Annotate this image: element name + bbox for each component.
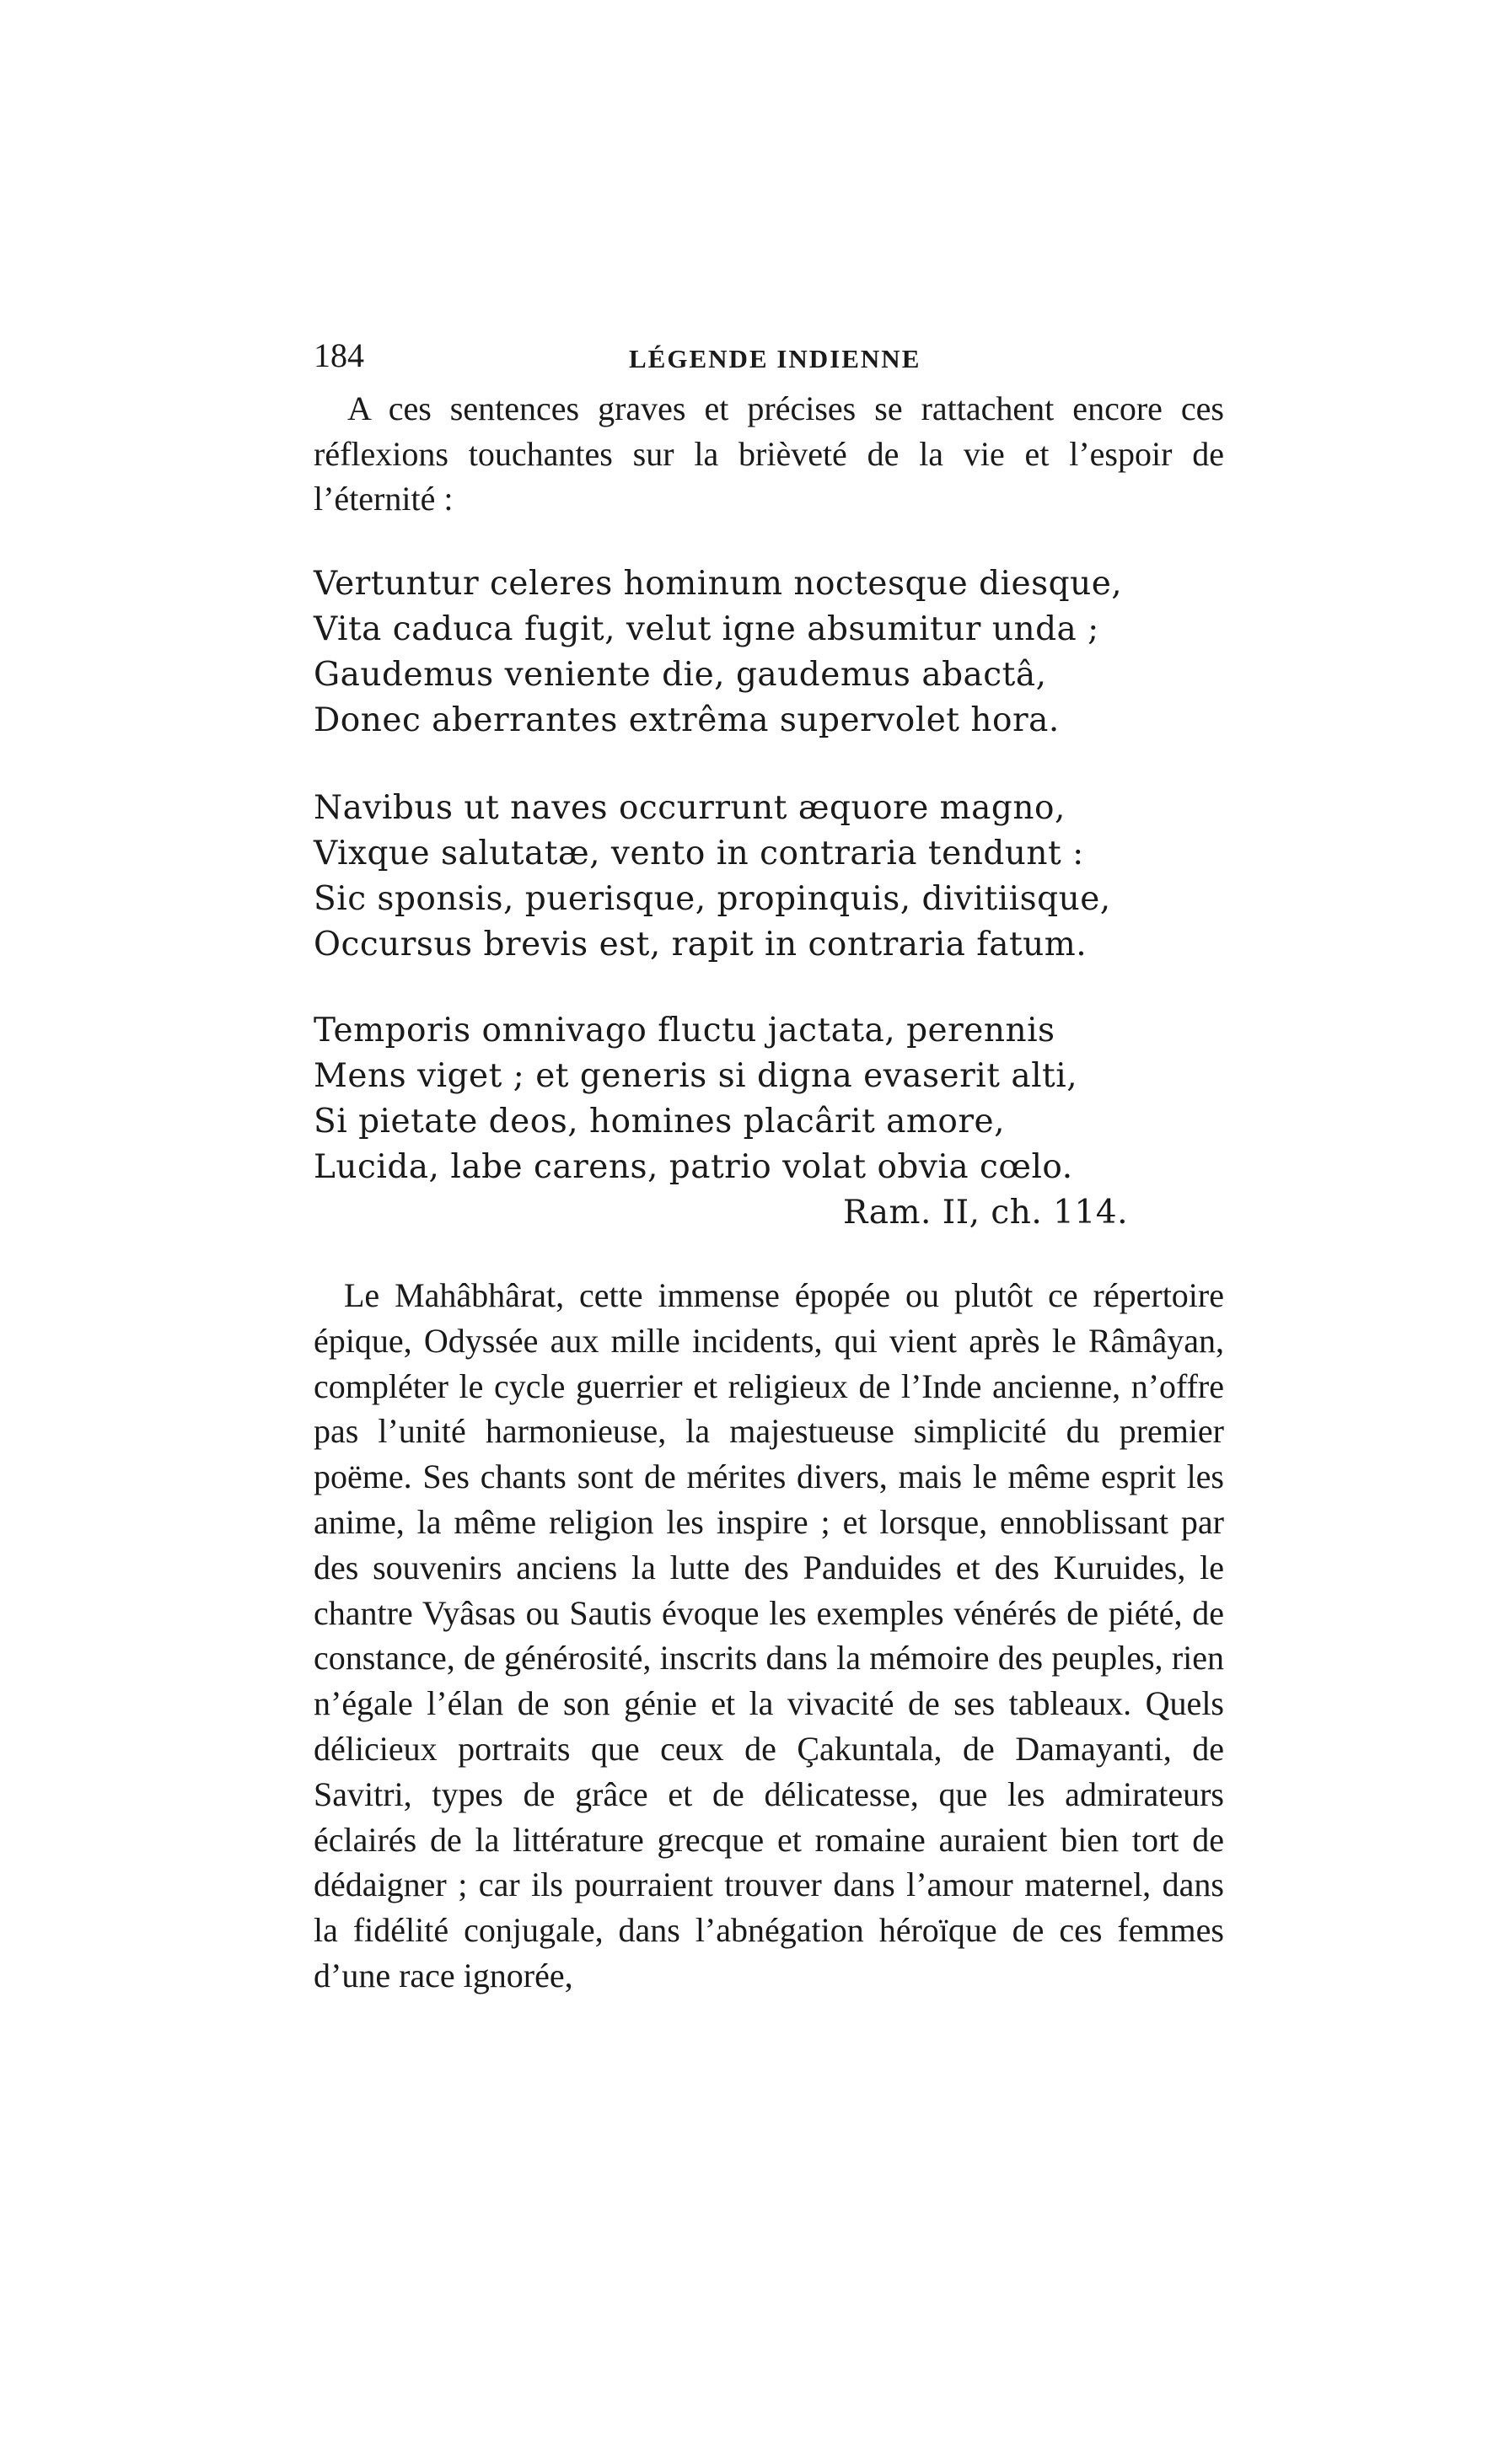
poem-citation: Ram. II, ch. 114. [843, 1194, 1128, 1232]
poem-stanza [314, 561, 1224, 743]
verse-line: Donec aberrantes extrêma supervolet hora. [314, 701, 1060, 739]
poem-stanza [314, 1008, 1224, 1190]
verse-line: Vita caduca fugit, velut igne absumitur unda ; [314, 610, 1099, 648]
intro-paragraph [314, 386, 1224, 522]
verse-line: Mens viget ; et generis si digna evaserit alti, [314, 1057, 1078, 1095]
intro-paragraph-text: A ces sentences graves et précises se rattachent encore ces réflexions touchantes sur la brièveté de la vie et l’espoir de l’éternité : [314, 389, 1224, 518]
verse-line: Si pietate deos, homines placârit amore, [314, 1103, 1005, 1141]
verse-line: Vertuntur celeres hominum noctesque diesque, [314, 565, 1123, 603]
verse-line: Gaudemus veniente die, gaudemus abactâ, [314, 656, 1047, 694]
page-number: 184 [314, 336, 364, 374]
verse-line: Occursus brevis est, rapit in contraria fatum. [314, 926, 1088, 964]
main-paragraph-text: Le Mahâbhârat, cette immense épopée ou plutôt ce répertoire épique, Odyssée aux mille incidents, qui vient après le Râmâyan, compléter le cycle guerrier et religieux de l’Inde ancienne, n’offre pas l’unité harmonieuse, la majestueuse simplicité du premier poëme. Ses chants sont de mérites divers, mais le même esprit les anime, la même religion les inspire ; et lorsque, ennoblissant par des souvenirs anciens la lutte des Panduides et des Kuruides, le chantre Vyâsas ou Sautis évoque les exemples vénérés de piété, de constance, de générosité, inscrits dans la mémoire des peuples, rien n’égale l’élan de son génie et la vivacité de ses tableaux. Quels délicieux portraits que ceux de Çakuntala, de Damayanti, de Savitri, types de grâce et de délicatesse, que les admirateurs éclairés de la littérature grecque et romaine auraient bien tort de dédaigner ; car ils pourraient trouver dans l’amour maternel, dans la fidélité conjugale, dans l’abnégation héroïque de ces femmes d’une race ignorée, [314, 1276, 1224, 1994]
verse-line: Vixque salutatæ, vento in contraria tendunt : [314, 835, 1084, 872]
running-head [314, 330, 1224, 381]
verse-line: Lucida, labe carens, patrio volat obvia cœlo. [314, 1148, 1073, 1186]
main-paragraph [314, 1273, 1224, 1999]
verse-line: Temporis omnivago fluctu jactata, perennis [314, 1012, 1055, 1049]
verse-line: Navibus ut naves occurrunt æquore magno, [314, 789, 1066, 827]
poem-stanza [314, 786, 1224, 968]
running-title: LÉGENDE INDIENNE [629, 344, 921, 373]
verse-line: Sic sponsis, puerisque, propinquis, divitiisque, [314, 880, 1111, 918]
